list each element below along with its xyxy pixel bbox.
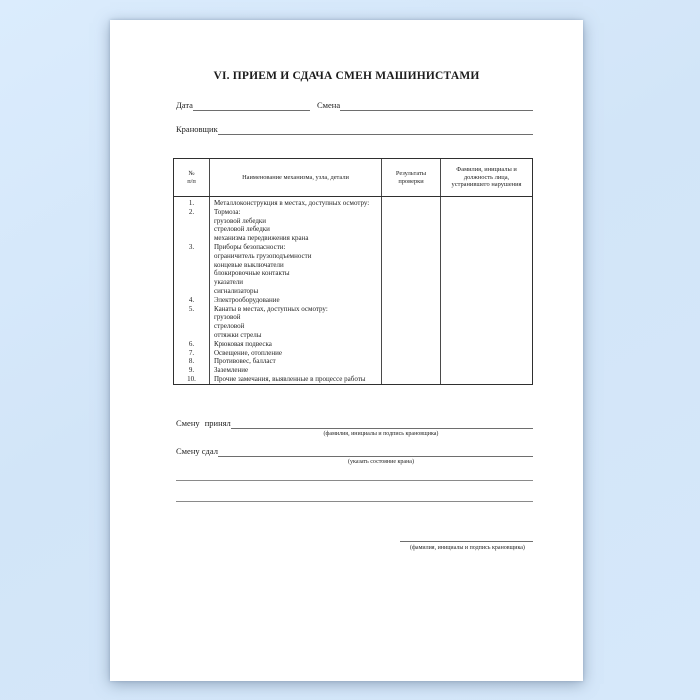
table-header-num-line1: № <box>188 169 195 177</box>
item-number <box>174 225 209 234</box>
item-text-line: Прочие замечания, выявленные в процессе работы <box>214 374 366 383</box>
shift-accepted-caption: (фамилия, инициалы и подпись крановщика) <box>323 431 439 437</box>
table-header-name-text: Наименование механизма, узла, детали <box>242 173 349 181</box>
table-header-row <box>174 159 532 197</box>
item-number: 3. <box>188 242 195 251</box>
inspection-table <box>173 158 533 385</box>
item-text-line: блокировочные контакты <box>214 269 290 278</box>
item-number <box>174 269 209 278</box>
table-header-result <box>382 159 441 196</box>
item-text-line: Приборы безопасности: <box>214 242 286 251</box>
item-text-line: Металлоконструкция в местах, доступных осмотру: <box>214 199 370 207</box>
table-col-num <box>174 197 210 384</box>
table-header-name <box>210 159 382 196</box>
item-text-line: грузовой лебедки <box>214 216 267 225</box>
item-text-line: концевые выключатели <box>214 260 284 269</box>
shift-label: Смена <box>316 100 341 110</box>
shift-handed-row <box>176 445 533 457</box>
shift-accepted-label: Смену принял <box>176 418 231 428</box>
crane-operator-line <box>218 123 533 135</box>
item-text-line: Заземление <box>214 366 249 375</box>
crane-operator-label: Крановщик <box>176 124 218 134</box>
notes-line-1 <box>176 480 533 481</box>
table-col-name <box>210 197 382 384</box>
table-body <box>174 197 532 384</box>
shift-handed-label: Смену сдал <box>176 446 218 456</box>
item-number: 10. <box>187 374 196 383</box>
item-number: 5. <box>188 304 195 313</box>
shift-accepted-row <box>176 417 533 429</box>
item-number <box>174 234 209 243</box>
item-number <box>174 217 209 226</box>
item-text-line: ограничитель грузоподъемности <box>214 251 312 260</box>
item-number <box>174 252 209 261</box>
item-number <box>174 331 209 340</box>
item-number: 1. <box>188 199 195 207</box>
item-number: 2. <box>188 207 195 216</box>
final-signature-line <box>400 541 533 542</box>
table-col-result <box>382 197 441 384</box>
table-header-person <box>441 159 532 196</box>
notes-line-2 <box>176 501 533 502</box>
item-number: 4. <box>188 295 195 304</box>
crane-operator-row <box>176 123 533 135</box>
item-text-line: механизма передвижения крана <box>214 234 309 243</box>
item-number: 6. <box>188 339 195 348</box>
date-line <box>193 99 310 111</box>
item-text-line: стреловой лебедки <box>214 225 270 234</box>
date-shift-row <box>176 99 533 111</box>
item-text-line: сигнализаторы <box>214 286 259 295</box>
item-number <box>174 313 209 322</box>
item-number: 7. <box>188 348 195 357</box>
item-number <box>174 287 209 296</box>
item-text-line: Электрооборудование <box>214 295 280 304</box>
item-text-line: Противовес, балласт <box>214 357 276 366</box>
table-col-person <box>441 197 532 384</box>
item-text-line: Крюковая подвеска <box>214 339 272 348</box>
item-text-line: стреловой <box>214 322 245 331</box>
table-header-result-text: Результаты проверки <box>395 169 427 185</box>
item-number <box>174 322 209 331</box>
item-text-line: указатели <box>214 278 243 287</box>
item-number: 9. <box>188 366 195 375</box>
form-title: VI. ПРИЕМ И СДАЧА СМЕН МАШИНИСТАМИ <box>213 70 480 82</box>
shift-line <box>340 99 533 111</box>
item-text-line: Тормоза: <box>214 207 241 216</box>
item-number <box>174 261 209 270</box>
table-header-num <box>174 159 210 196</box>
table-header-num-line2: п/п <box>187 177 196 185</box>
shift-accepted-line <box>231 417 533 429</box>
paper-page <box>110 20 583 681</box>
item-text-line: грузовой <box>214 313 241 322</box>
shift-handed-line <box>218 445 533 457</box>
final-signature-caption: (фамилия, инициалы и подпись крановщика) <box>410 545 525 551</box>
item-text-line: оттяжки стрелы <box>214 330 262 339</box>
item-number: 8. <box>188 357 195 366</box>
date-label: Дата <box>176 100 193 110</box>
table-header-person-text: Фамилия, инициалы и должность лица, устранившего нарушения <box>451 166 522 189</box>
item-number <box>174 278 209 287</box>
item-text-line: Канаты в местах, доступных осмотру: <box>214 304 328 313</box>
item-text-line: Освещение, отопление <box>214 348 282 357</box>
shift-handed-caption: (указать состояние крана) <box>348 459 414 465</box>
